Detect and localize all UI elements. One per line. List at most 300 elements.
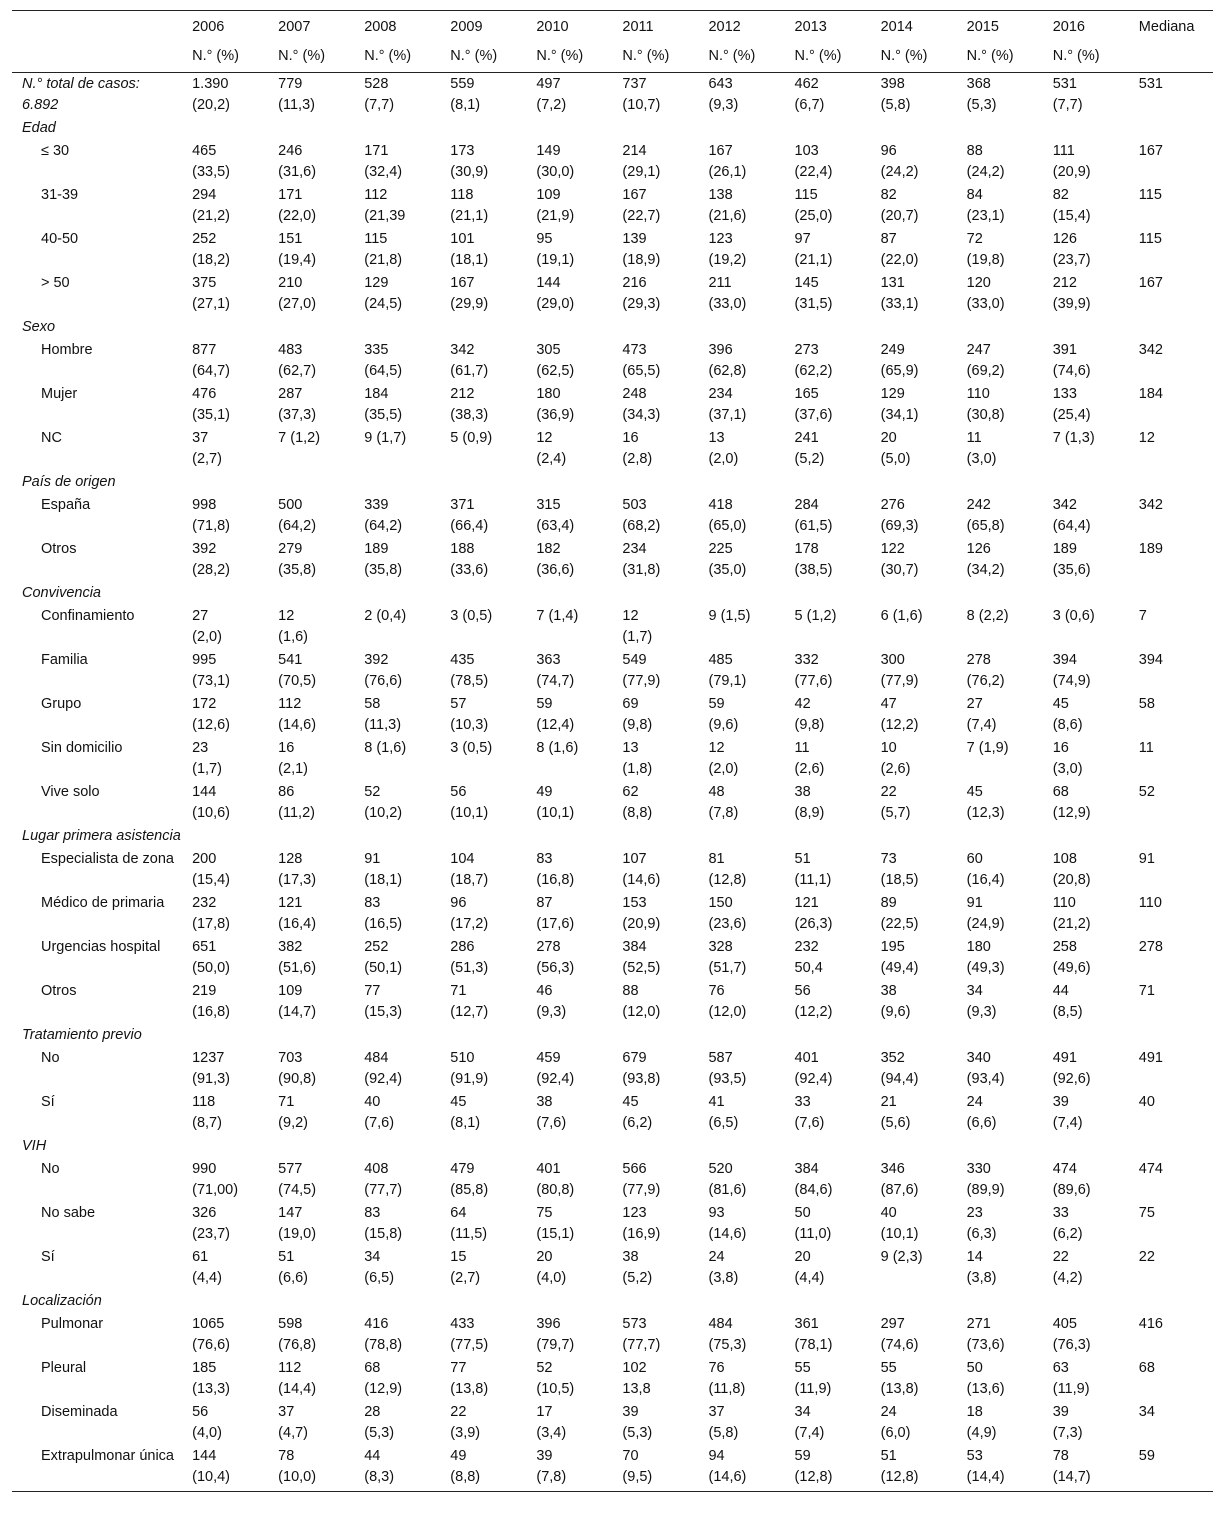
- header-year-2010: 2010: [526, 11, 612, 43]
- table-cell-value: [526, 228, 612, 272]
- cell-value: 70 (9,5): [622, 1448, 653, 1485]
- table-cell-value: [785, 848, 871, 892]
- cell-value: 131 (33,1): [880, 275, 919, 312]
- table-cell-value: [871, 848, 957, 892]
- cell-value: 28 (5,3): [364, 1404, 395, 1441]
- cell-value: 129 (34,1): [880, 386, 919, 423]
- cell-value: 278 (76,2): [966, 652, 1005, 689]
- cell-value: 46 (9,3): [536, 983, 567, 1020]
- cell-value: 69 (9,8): [622, 696, 653, 733]
- cell-value: 10 (2,6): [880, 740, 911, 777]
- cell-value: 83 (16,8): [536, 851, 575, 888]
- table-cell-value: [957, 383, 1043, 427]
- table-cell-value: [354, 383, 440, 427]
- cell-value: 248 (34,3): [622, 386, 661, 423]
- cell-value: 83 (16,5): [364, 895, 403, 932]
- cell-value: 328 (51,7): [708, 939, 747, 976]
- table-cell-value: [785, 737, 871, 781]
- table-row: [12, 383, 1213, 427]
- cell-value: 375 (27,1): [192, 275, 230, 312]
- cell-value: 56 (10,1): [450, 784, 489, 821]
- table-cell-value: [526, 605, 612, 649]
- table-cell-value: [698, 693, 784, 737]
- cell-value: 247 (69,2): [966, 342, 1005, 379]
- header-year-2015: 2015: [957, 11, 1043, 43]
- cell-value: 3 (0,5): [450, 740, 493, 756]
- table-cell-value: [440, 848, 526, 892]
- cell-value: 5 (0,9): [450, 430, 493, 446]
- row-median: 75: [1138, 1205, 1155, 1221]
- cell-value: 392 (76,6): [364, 652, 403, 689]
- cell-value: 40 (7,6): [364, 1094, 395, 1131]
- table-cell-value: [526, 184, 612, 228]
- cell-value: 465 (33,5): [192, 143, 230, 180]
- table-cell-value: [354, 1158, 440, 1202]
- table-cell-value: [268, 693, 354, 737]
- header-row-years: [12, 11, 1213, 43]
- table-cell-value: [354, 140, 440, 184]
- cell-value: 72 (19,8): [966, 231, 1005, 268]
- table-cell-value: [182, 1202, 268, 1246]
- row-median: 7: [1138, 608, 1147, 624]
- cell-value: 167 (29,9): [450, 275, 489, 312]
- table-cell-value: [785, 73, 871, 118]
- cell-value: 297 (74,6): [880, 1316, 919, 1353]
- cell-value: 484 (75,3): [708, 1316, 747, 1353]
- header-year-2016: 2016: [1043, 11, 1129, 43]
- table-cell-value: [354, 1202, 440, 1246]
- table-cell-value: [957, 848, 1043, 892]
- cell-value: 246 (31,6): [278, 143, 317, 180]
- cell-value: 408 (77,7): [364, 1161, 403, 1198]
- cell-value: 398 (5,8): [880, 76, 911, 113]
- cell-value: 520 (81,6): [708, 1161, 747, 1198]
- table-cell-value: [354, 494, 440, 538]
- table-cell-value: [785, 272, 871, 316]
- table-cell-value: [1043, 1357, 1129, 1401]
- table-cell-value: [354, 693, 440, 737]
- cell-value: 173 (30,9): [450, 143, 489, 180]
- header-year-2007: 2007: [268, 11, 354, 43]
- table-cell-value: [698, 1357, 784, 1401]
- table-header: [12, 11, 1213, 73]
- table-cell-value: [354, 184, 440, 228]
- table-cell-value: [698, 140, 784, 184]
- table-cell-value: [182, 649, 268, 693]
- table-cell-value: [268, 1246, 354, 1290]
- table-cell-value: [526, 781, 612, 825]
- table-cell-value: [612, 140, 698, 184]
- cell-value: 252 (18,2): [192, 231, 230, 268]
- table-cell-value: [785, 605, 871, 649]
- cell-value: 77 (13,8): [450, 1360, 489, 1397]
- cell-value: 315 (63,4): [536, 497, 575, 534]
- table-row: [12, 892, 1213, 936]
- cell-value: 64 (11,5): [450, 1205, 488, 1242]
- cell-value: 110 (30,8): [966, 386, 1005, 423]
- table-cell-value: [612, 339, 698, 383]
- row-median: 342: [1138, 497, 1163, 513]
- table-cell-value: [354, 1445, 440, 1491]
- row-label: Otros: [41, 983, 77, 999]
- cell-value: 294 (21,2): [192, 187, 230, 224]
- section-header-row: [12, 1135, 1213, 1158]
- cell-value: 180 (49,3): [966, 939, 1005, 976]
- row-label: Urgencias hospital: [41, 939, 161, 955]
- row-median: 342: [1138, 342, 1163, 358]
- cell-value: 258 (49,6): [1052, 939, 1091, 976]
- cell-value: 405 (76,3): [1052, 1316, 1091, 1353]
- table-cell-value: [268, 1445, 354, 1491]
- cell-value: 49 (10,1): [536, 784, 575, 821]
- table-cell-value: [1043, 73, 1129, 118]
- cell-value: 998 (71,8): [192, 497, 230, 534]
- table-cell-value: [268, 427, 354, 471]
- section-title: Convivencia: [22, 585, 101, 601]
- cell-value: 108 (20,8): [1052, 851, 1091, 888]
- row-label: Hombre: [41, 342, 93, 358]
- cell-value: 59 (12,8): [794, 1448, 833, 1485]
- row-label: > 50: [41, 275, 70, 291]
- cell-value: 40 (10,1): [880, 1205, 919, 1242]
- cell-value: 3 (0,6): [1052, 608, 1095, 624]
- table-cell-value: [526, 1445, 612, 1491]
- cell-value: 53 (14,4): [966, 1448, 1005, 1485]
- table-row: [12, 538, 1213, 582]
- cell-value: 211 (33,0): [708, 275, 747, 312]
- table-cell-value: [957, 1158, 1043, 1202]
- table-cell-value: [612, 1246, 698, 1290]
- table-cell-value: [182, 1246, 268, 1290]
- cell-value: 96 (17,2): [450, 895, 489, 932]
- table-cell-value: [526, 936, 612, 980]
- table-cell-value: [785, 1313, 871, 1357]
- table-cell-value: [612, 383, 698, 427]
- table-row: [12, 1047, 1213, 1091]
- table-cell-value: [785, 1401, 871, 1445]
- cell-value: 51 (12,8): [880, 1448, 919, 1485]
- cell-value: 128 (17,3): [278, 851, 317, 888]
- table-cell-value: [526, 1158, 612, 1202]
- table-cell-value: [698, 649, 784, 693]
- section-header-row: [12, 582, 1213, 605]
- cell-value: 16 (3,0): [1052, 740, 1083, 777]
- table-row: [12, 1313, 1213, 1357]
- cell-value: 49 (8,8): [450, 1448, 481, 1485]
- cell-value: 45 (12,3): [966, 784, 1005, 821]
- cell-value: 503 (68,2): [622, 497, 661, 534]
- cell-value: 990 (71,00): [192, 1161, 239, 1198]
- cell-value: 129 (24,5): [364, 275, 403, 312]
- table-cell-value: [698, 383, 784, 427]
- table-cell-value: [612, 1202, 698, 1246]
- cell-value: 14 (3,8): [966, 1249, 997, 1286]
- cell-value: 178 (38,5): [794, 541, 833, 578]
- table-cell-value: [182, 427, 268, 471]
- table-cell-value: [957, 1246, 1043, 1290]
- cell-value: 34 (7,4): [794, 1404, 825, 1441]
- cell-value: 737 (10,7): [622, 76, 661, 113]
- cell-value: 13 (1,8): [622, 740, 653, 777]
- table-cell-value: [1043, 538, 1129, 582]
- table-cell-value: [871, 427, 957, 471]
- table-cell-value: [440, 1246, 526, 1290]
- cell-value: 189 (35,8): [364, 541, 403, 578]
- cell-value: 346 (87,6): [880, 1161, 919, 1198]
- cell-value: 93 (14,6): [708, 1205, 747, 1242]
- table-cell-value: [957, 649, 1043, 693]
- table-cell-value: [354, 781, 440, 825]
- table-cell-value: [1043, 1047, 1129, 1091]
- table-cell-value: [785, 538, 871, 582]
- cell-value: 1237 (91,3): [192, 1050, 230, 1087]
- table-cell-value: [1043, 1313, 1129, 1357]
- header-empty-cell: [12, 11, 182, 43]
- table-cell-value: [871, 228, 957, 272]
- cell-value: 587 (93,5): [708, 1050, 747, 1087]
- table-cell-value: [268, 1357, 354, 1401]
- row-label: No sabe: [41, 1205, 96, 1221]
- cell-value: 242 (65,8): [966, 497, 1005, 534]
- table-cell-value: [612, 1357, 698, 1401]
- table-cell-value: [268, 781, 354, 825]
- table-cell-value: [526, 1202, 612, 1246]
- table-cell-value: [1043, 980, 1129, 1024]
- table-cell-value: [440, 1047, 526, 1091]
- cell-value: 103 (22,4): [794, 143, 833, 180]
- cell-value: 300 (77,9): [880, 652, 919, 689]
- header-year-2009: 2009: [440, 11, 526, 43]
- row-label: NC: [41, 430, 62, 446]
- row-median: 115: [1138, 187, 1162, 203]
- cell-value: 50 (11,0): [794, 1205, 832, 1242]
- table-cell-value: [871, 980, 957, 1024]
- row-label: Mujer: [41, 386, 78, 402]
- table-cell-value: [182, 1091, 268, 1135]
- cell-value: 58 (11,3): [364, 696, 402, 733]
- cell-value: 37 (5,8): [708, 1404, 739, 1441]
- table-cell-value: [871, 1091, 957, 1135]
- cell-value: 335 (64,5): [364, 342, 403, 379]
- cell-value: 371 (66,4): [450, 497, 489, 534]
- cell-value: 352 (94,4): [880, 1050, 919, 1087]
- row-median: 189: [1138, 541, 1163, 557]
- cell-value: 216 (29,3): [622, 275, 661, 312]
- table-cell-value: [612, 1047, 698, 1091]
- cell-value: 549 (77,9): [622, 652, 661, 689]
- cell-value: 41 (6,5): [708, 1094, 739, 1131]
- table-row: [12, 737, 1213, 781]
- row-median: 40: [1138, 1094, 1155, 1110]
- table-cell-value: [698, 1091, 784, 1135]
- cell-value: 84 (23,1): [966, 187, 1005, 224]
- cell-value: 189 (35,6): [1052, 541, 1091, 578]
- row-median: 115: [1138, 231, 1162, 247]
- table-cell-value: [785, 936, 871, 980]
- table-cell-value: [526, 73, 612, 118]
- table-cell-value: [354, 1313, 440, 1357]
- header-unit-label: N.° (%): [698, 42, 784, 73]
- cell-value: 123 (16,9): [622, 1205, 661, 1242]
- cell-value: 44 (8,3): [364, 1448, 395, 1485]
- table-row: [12, 781, 1213, 825]
- table-cell-value: [957, 73, 1043, 118]
- cell-value: 97 (21,1): [794, 231, 833, 268]
- section-header-row: [12, 1290, 1213, 1313]
- table-cell-value: [612, 848, 698, 892]
- cell-value: 16 (2,1): [278, 740, 308, 777]
- cell-value: 212 (38,3): [450, 386, 489, 423]
- table-cell-value: [612, 1313, 698, 1357]
- table-cell-value: [871, 1313, 957, 1357]
- row-label: Otros: [41, 541, 77, 557]
- row-median: 59: [1138, 1448, 1155, 1464]
- table-cell-value: [182, 383, 268, 427]
- row-median: 491: [1138, 1050, 1163, 1066]
- cell-value: 679 (93,8): [622, 1050, 661, 1087]
- table-cell-value: [871, 1401, 957, 1445]
- header-empty-cell: [1129, 42, 1213, 73]
- cell-value: 112 (14,4): [278, 1360, 317, 1397]
- table-cell-value: [354, 339, 440, 383]
- table-row: [12, 272, 1213, 316]
- table-cell-value: [612, 605, 698, 649]
- section-title: Edad: [22, 120, 56, 136]
- cell-value: 401 (92,4): [794, 1050, 833, 1087]
- cell-value: 232 (17,8): [192, 895, 230, 932]
- cell-value: 340 (93,4): [966, 1050, 1005, 1087]
- table-cell-value: [354, 73, 440, 118]
- cell-value: 12 (1,7): [622, 608, 653, 645]
- table-cell-value: [268, 1158, 354, 1202]
- cell-value: 91 (18,1): [364, 851, 403, 888]
- cell-value: 382 (51,6): [278, 939, 317, 976]
- table-cell-value: [785, 1202, 871, 1246]
- cell-value: 541 (70,5): [278, 652, 317, 689]
- cell-value: 33 (6,2): [1052, 1205, 1083, 1242]
- cell-value: 200 (15,4): [192, 851, 230, 888]
- table-row: [12, 427, 1213, 471]
- table-cell-value: [526, 737, 612, 781]
- cell-value: 45 (6,2): [622, 1094, 653, 1131]
- table-cell-value: [957, 228, 1043, 272]
- table-cell-value: [354, 1246, 440, 1290]
- table-cell-value: [698, 494, 784, 538]
- table-row: [12, 1401, 1213, 1445]
- cell-value: 6 (1,6): [880, 608, 923, 624]
- table-cell-value: [182, 737, 268, 781]
- cell-value: 643 (9,3): [708, 76, 739, 113]
- cell-value: 16 (2,8): [622, 430, 653, 467]
- table-cell-value: [526, 339, 612, 383]
- table-cell-value: [354, 649, 440, 693]
- table-cell-value: [871, 140, 957, 184]
- cell-value: 77 (15,3): [364, 983, 403, 1020]
- cell-value: 118 (21,1): [450, 187, 489, 224]
- table-cell-value: [1043, 1246, 1129, 1290]
- table-cell-value: [871, 383, 957, 427]
- cell-value: 225 (35,0): [708, 541, 747, 578]
- cell-value: 7 (1,4): [536, 608, 579, 624]
- cell-value: 3 (0,5): [450, 608, 493, 624]
- cell-value: 107 (14,6): [622, 851, 661, 888]
- cell-value: 87 (22,0): [880, 231, 919, 268]
- table-cell-value: [612, 649, 698, 693]
- header-median: Mediana: [1129, 11, 1213, 43]
- cell-value: 120 (33,0): [966, 275, 1005, 312]
- table-cell-value: [612, 781, 698, 825]
- table-cell-value: [354, 427, 440, 471]
- cell-value: 510 (91,9): [450, 1050, 489, 1087]
- cell-value: 24 (6,0): [880, 1404, 911, 1441]
- table-cell-value: [871, 73, 957, 118]
- table-cell-value: [182, 538, 268, 582]
- table-cell-value: [526, 892, 612, 936]
- table-cell-value: [440, 272, 526, 316]
- cell-value: 528 (7,7): [364, 76, 395, 113]
- cell-value: 88 (24,2): [966, 143, 1005, 180]
- section-header-row: [12, 825, 1213, 848]
- cell-value: 339 (64,2): [364, 497, 403, 534]
- table-cell-value: [612, 184, 698, 228]
- table-cell-value: [440, 1445, 526, 1491]
- cell-value: 284 (61,5): [794, 497, 833, 534]
- cell-value: 195 (49,4): [880, 939, 919, 976]
- table-cell-value: [785, 494, 871, 538]
- table-cell-value: [440, 1202, 526, 1246]
- header-unit-label: N.° (%): [957, 42, 1043, 73]
- table-cell-value: [871, 649, 957, 693]
- cell-value: 491 (92,6): [1052, 1050, 1091, 1087]
- table-cell-value: [1043, 1401, 1129, 1445]
- cell-value: 396 (79,7): [536, 1316, 575, 1353]
- cell-value: 7 (1,9): [966, 740, 1009, 756]
- table-cell-value: [871, 184, 957, 228]
- table-cell-value: [698, 427, 784, 471]
- cell-value: 60 (16,4): [966, 851, 1005, 888]
- cell-value: 9 (1,5): [708, 608, 751, 624]
- cell-value: 188 (33,6): [450, 541, 489, 578]
- section-header-row: [12, 316, 1213, 339]
- cell-value: 51 (6,6): [278, 1249, 308, 1286]
- header-year-2008: 2008: [354, 11, 440, 43]
- table-cell-value: [957, 140, 1043, 184]
- cell-value: 877 (64,7): [192, 342, 230, 379]
- cell-value: 68 (12,9): [1052, 784, 1091, 821]
- row-median: 11: [1138, 740, 1154, 756]
- table-cell-value: [871, 1047, 957, 1091]
- cell-value: 33 (7,6): [794, 1094, 825, 1131]
- table-cell-value: [1043, 383, 1129, 427]
- cell-value: 47 (12,2): [880, 696, 919, 733]
- table-row: [12, 1445, 1213, 1491]
- table-cell-value: [440, 892, 526, 936]
- cell-value: 82 (20,7): [880, 187, 919, 224]
- table-cell-value: [698, 272, 784, 316]
- table-cell-value: [698, 538, 784, 582]
- table-cell-value: [957, 1313, 1043, 1357]
- table-body: [12, 73, 1213, 1492]
- cell-value: 577 (74,5): [278, 1161, 317, 1198]
- table-cell-value: [957, 605, 1043, 649]
- section-header-row: [12, 1024, 1213, 1047]
- table-cell-value: [268, 649, 354, 693]
- table-cell-value: [957, 1202, 1043, 1246]
- cell-value: 110 (21,2): [1052, 895, 1091, 932]
- cell-value: 484 (92,4): [364, 1050, 403, 1087]
- table-cell-value: [1043, 892, 1129, 936]
- table-cell-value: [526, 538, 612, 582]
